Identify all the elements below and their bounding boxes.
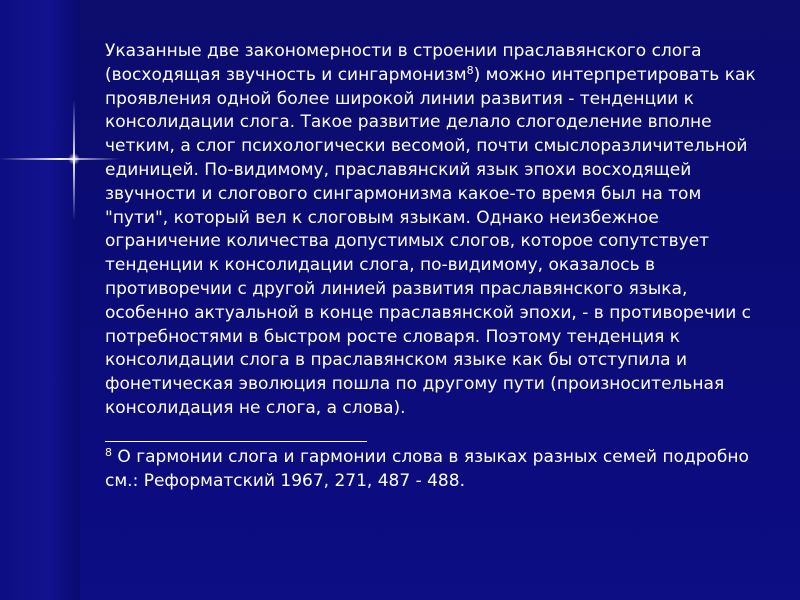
main-text-part-1: Указанные две закономерности в строении праславянского слога (восходящая звучность и сингармонизм	[105, 41, 702, 85]
footnote-text: О гармонии слога и гармонии слова в языках разных семей подробно см.: Реформатский 1967, 271, 487 - 488.	[105, 446, 749, 491]
footnote-separator	[105, 441, 367, 442]
left-gradient-band	[0, 0, 80, 600]
slide-body	[105, 40, 765, 493]
main-paragraph	[105, 40, 765, 421]
footnote-number: 8	[105, 445, 112, 459]
main-text-part-2: ) можно интерпретировать как проявления одной более широкой линии развития - тенденции к консолидации слога. Такое развитие делало слогоделение вполне четким, а слог психологически весомой, почти смыслоразличительной единицей. По-видимому, праславянский язык эпохи восходящей звучности и слогового сингармонизма какое-то время был на том "пути", который вел к слоговым языкам. Однако неизбежное ограничение количества допустимых слогов, которое сопутствует тенденции к консолидации слога, по-видимому, оказалось в противоречии с другой линией развития праславянского языка, особенно актуальной в конце праславянской эпохи, - в противоречии с потребностями в быстром росте словаря. Поэтому тенденция к консолидации слога в праславянском языке как бы отступила и фонетическая эволюция пошла по другому пути (произносительная консолидация не слога, а слова).	[105, 64, 756, 418]
footnote	[105, 446, 765, 494]
footnote-reference: 8	[466, 63, 474, 77]
